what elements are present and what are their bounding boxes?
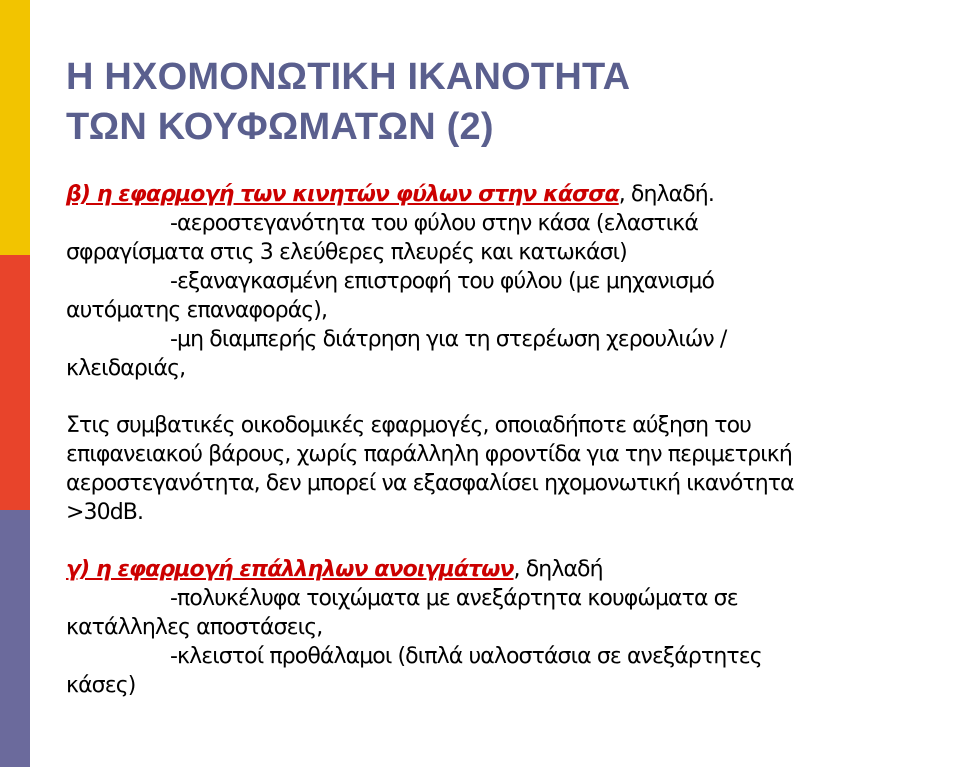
side-bar-red [0, 255, 30, 510]
paragraph-line-1: Στις συμβατικές οικοδομικές εφαρμογές, οποιαδήποτε αύξηση του [66, 413, 751, 438]
section-b-line-5: -μη διαμπερής διάτρηση για τη στερέωση χερουλιών / [170, 327, 727, 352]
section-b-heading: β) η εφαρμογή των κινητών φύλων στην κάσσα [66, 182, 619, 207]
side-color-bar [0, 0, 30, 767]
section-c-heading-suffix: , δηλαδή [513, 557, 603, 582]
section-c-line-3: -κλειστοί προθάλαμοι (διπλά υαλοστάσια σε ανεξάρτητες [170, 644, 762, 669]
slide-body [66, 180, 956, 700]
section-b-heading-suffix: , δηλαδή. [618, 182, 714, 207]
section-c-line-2: κατάλληλες αποστάσεις, [66, 615, 323, 640]
section-b-line-6: κλειδαριάς, [66, 356, 186, 381]
section-c-line-4: κάσες) [66, 673, 136, 698]
section-b-line-2: σφραγίσματα στις 3 ελεύθερες πλευρές και κατωκάσι) [66, 240, 627, 265]
section-b-heading-line [66, 180, 956, 209]
spacer [66, 383, 956, 411]
section-c-heading-line [66, 555, 956, 584]
section-b-line-4: αυτόματης επαναφοράς), [66, 298, 328, 323]
section-c-heading: γ) η εφαρμογή επάλληλων ανοιγμάτων [66, 557, 514, 582]
section-b-line-1: -αεροστεγανότητα του φύλου στην κάσα (ελαστικά [170, 211, 698, 236]
paragraph-line-4: >30dB. [66, 500, 144, 525]
slide-title [66, 52, 926, 152]
paragraph-line-2: επιφανειακού βάρους, χωρίς παράλληλη φροντίδα για την περιμετρική [66, 442, 792, 467]
section-b-line-3: -εξαναγκασμένη επιστροφή του φύλου (με μηχανισμό [170, 269, 715, 294]
side-bar-yellow [0, 0, 30, 255]
title-line-1: Η ΗΧΟΜΟΝΩΤΙΚΗ ΙΚΑΝΟΤΗΤΑ [66, 56, 631, 98]
title-line-2: ΤΩΝ ΚΟΥΦΩΜΑΤΩΝ (2) [66, 106, 494, 148]
spacer [66, 527, 956, 555]
section-c-line-1: -πολυκέλυφα τοιχώματα με ανεξάρτητα κουφώματα σε [170, 586, 738, 611]
paragraph-line-3: αεροστεγανότητα, δεν μπορεί να εξασφαλίσει ηχομονωτική ικανότητα [66, 471, 794, 496]
side-bar-blue [0, 510, 30, 767]
